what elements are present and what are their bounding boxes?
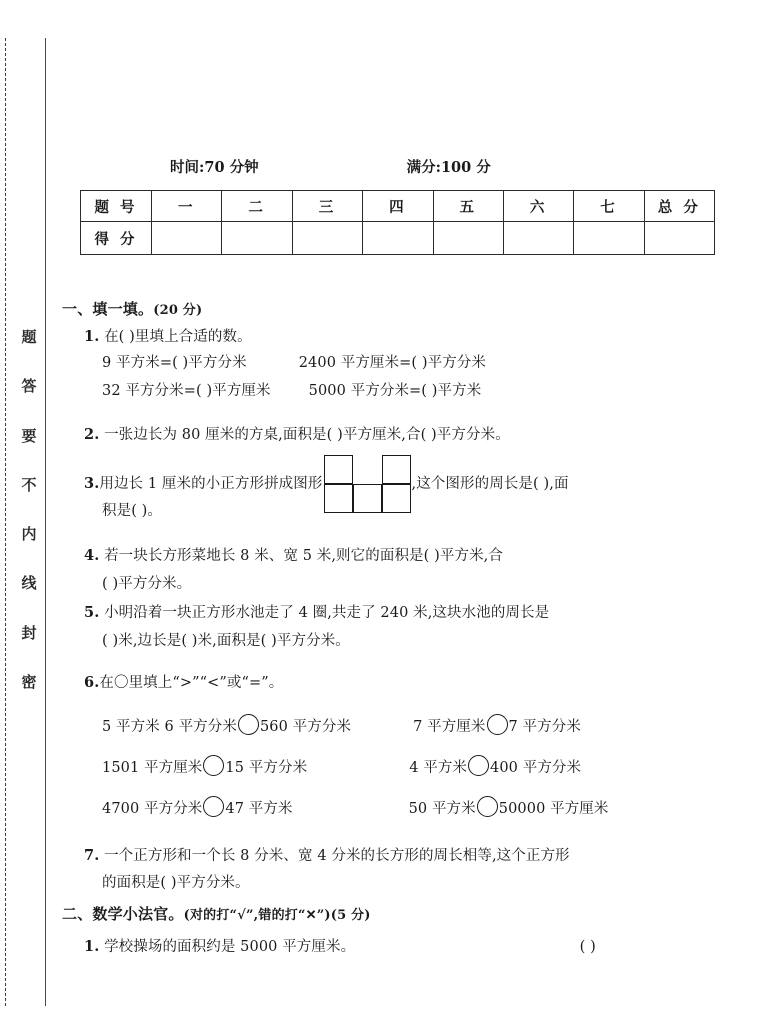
score-cell-4[interactable] (363, 222, 433, 255)
grid-cell-bottom-middle (353, 484, 382, 513)
question-4-text: 若一块长方形菜地长 8 米、宽 5 米,则它的面积是( )平方米,合 (104, 548, 503, 564)
comparison-circle[interactable] (238, 714, 259, 735)
question-6-row-2 (102, 755, 581, 779)
q6-r2-left-b: 15 平方分米 (225, 760, 308, 776)
comparison-circle[interactable] (477, 796, 498, 817)
question-4-text-cont: ( )平方分米。 (102, 576, 192, 592)
question-1-line-1-left: 9 平方米=( )平方分米 (102, 355, 247, 371)
question-1-line-2 (102, 380, 481, 402)
question-3-text-after: ,这个图形的周长是( ),面 (411, 476, 569, 492)
score-table-col-7: 七 (574, 191, 644, 222)
score-table-label-question: 题 号 (81, 191, 152, 222)
question-6-row-3 (102, 796, 609, 820)
q6-r3-right-a: 50 平方米 (408, 801, 476, 817)
score-table-col-total: 总 分 (644, 191, 714, 222)
s2-question-1-text: 学校操场的面积约是 5000 平方厘米。 (104, 939, 356, 955)
score-table-col-3: 三 (292, 191, 362, 222)
exam-full-marks-label: 满分:100 分 (406, 159, 491, 176)
comparison-circle[interactable] (203, 755, 224, 776)
exam-time-label: 时间:70 分钟 (170, 159, 259, 176)
section-heading-1 (62, 298, 202, 319)
question-7-text: 一个正方形和一个长 8 分米、宽 4 分米的长方形的周长相等,这个正方形 (104, 848, 570, 864)
q6-r2-left-a: 1501 平方厘米 (102, 760, 203, 776)
score-cell-3[interactable] (292, 222, 362, 255)
score-table-label-score: 得 分 (81, 222, 152, 255)
seal-char: 内 (21, 525, 37, 544)
seal-char: 题 (21, 328, 37, 346)
question-2-text: 一张边长为 80 厘米的方桌,面积是( )平方厘米,合( )平方分米。 (104, 427, 510, 443)
seal-char: 线 (21, 574, 37, 593)
question-6-stem-text: 在〇里填上“>”“<”或“=”。 (99, 675, 284, 691)
question-5-text: 小明沿着一块正方形水池走了 4 圈,共走了 240 米,这块水池的周长是 (104, 605, 550, 621)
question-3-number: 3. (84, 475, 100, 492)
grid-cell-bottom-right (382, 484, 411, 513)
question-5-continued (102, 630, 350, 652)
question-1-stem-text: 在( )里填上合适的数。 (104, 329, 252, 345)
question-4 (84, 545, 503, 567)
q6-r1-left-a: 5 平方米 6 平方分米 (102, 719, 237, 735)
question-4-number: 4. (84, 547, 100, 564)
question-6-row-1 (102, 714, 581, 738)
question-7-number: 7. (84, 847, 100, 864)
seal-char: 要 (21, 426, 37, 445)
seal-solid-line (45, 38, 46, 1006)
question-7-text-cont: 的面积是( )平方分米。 (102, 875, 250, 891)
seal-char: 答 (21, 377, 37, 396)
grid-cell-top-left (324, 455, 353, 484)
comparison-circle[interactable] (468, 755, 489, 776)
score-table-col-2: 二 (222, 191, 292, 222)
question-1-stem (84, 326, 252, 348)
section-2-points: (对的打“√”,错的打“✕”)(5 分) (183, 908, 371, 923)
q6-r1-left-b: 560 平方分米 (259, 719, 352, 735)
section-2-title: 数学小法官。 (92, 905, 184, 923)
table-row-question-numbers (81, 191, 715, 222)
score-table-col-1: 一 (152, 191, 222, 222)
score-cell-1[interactable] (152, 222, 222, 255)
exam-meta (62, 156, 702, 177)
score-table (80, 190, 715, 255)
score-table-col-6: 六 (503, 191, 573, 222)
q6-r3-right-b: 50000 平方厘米 (498, 801, 609, 817)
question-5-text-cont: ( )米,边长是( )米,面积是( )平方分米。 (102, 633, 350, 649)
question-4-continued (102, 573, 191, 595)
q6-r1-right-a: 7 平方厘米 (413, 719, 486, 735)
question-6-stem (84, 672, 283, 694)
comparison-circle[interactable] (203, 796, 224, 817)
question-1-number: 1. (84, 328, 100, 345)
section-2-index: 二、 (62, 905, 93, 923)
question-1-line-1-right: 2400 平方厘米=( )平方分米 (298, 355, 487, 371)
section-1-points: (20 分) (153, 303, 203, 318)
score-table-col-5: 五 (433, 191, 503, 222)
seal-dashed-line (5, 38, 6, 1006)
score-cell-5[interactable] (433, 222, 503, 255)
q6-r1-right-b: 7 平方分米 (508, 719, 581, 735)
score-cell-2[interactable] (222, 222, 292, 255)
q6-r2-right-a: 4 平方米 (409, 760, 468, 776)
exam-content (62, 0, 762, 1024)
question-1-line-2-left: 32 平方分米=( )平方厘米 (102, 383, 271, 399)
score-cell-6[interactable] (503, 222, 573, 255)
seal-vertical-text (16, 330, 42, 690)
score-cell-7[interactable] (574, 222, 644, 255)
question-1-line-2-right: 5000 平方分米=( )平方米 (308, 383, 482, 399)
question-7 (84, 845, 570, 867)
question-7-continued (102, 872, 250, 894)
seal-char: 密 (21, 672, 37, 691)
seal-char: 封 (21, 623, 37, 642)
question-5-number: 5. (84, 604, 100, 621)
question-3-text-cont: 积是( )。 (102, 503, 163, 519)
section-1-index: 一、 (62, 300, 93, 318)
question-5 (84, 602, 549, 624)
seal-char: 不 (21, 475, 37, 494)
section-1-title: 填一填。 (92, 300, 154, 318)
q6-r3-left-a: 4700 平方分米 (102, 801, 203, 817)
section-heading-2 (62, 903, 371, 924)
question-2-number: 2. (84, 426, 100, 443)
score-table-col-4: 四 (363, 191, 433, 222)
question-2 (84, 424, 510, 446)
q6-r3-left-b: 47 平方米 (225, 801, 293, 817)
square-grid-figure (324, 455, 411, 513)
question-3-continued (102, 500, 162, 522)
table-row-scores (81, 222, 715, 255)
grid-cell-bottom-left (324, 484, 353, 513)
grid-cell-top-right (382, 455, 411, 484)
score-cell-total[interactable] (644, 222, 714, 255)
question-6-number: 6. (84, 674, 100, 691)
s2-question-1-number: 1. (84, 938, 100, 955)
section-2-question-1 (84, 936, 734, 958)
s2-question-1-answer-bracket[interactable]: ( ) (579, 939, 596, 955)
question-1-line-1 (102, 352, 486, 374)
q6-r2-right-b: 400 平方分米 (490, 760, 582, 776)
question-3-text-before: 用边长 1 厘米的小正方形拼成图形 (99, 476, 323, 492)
comparison-circle[interactable] (487, 714, 508, 735)
